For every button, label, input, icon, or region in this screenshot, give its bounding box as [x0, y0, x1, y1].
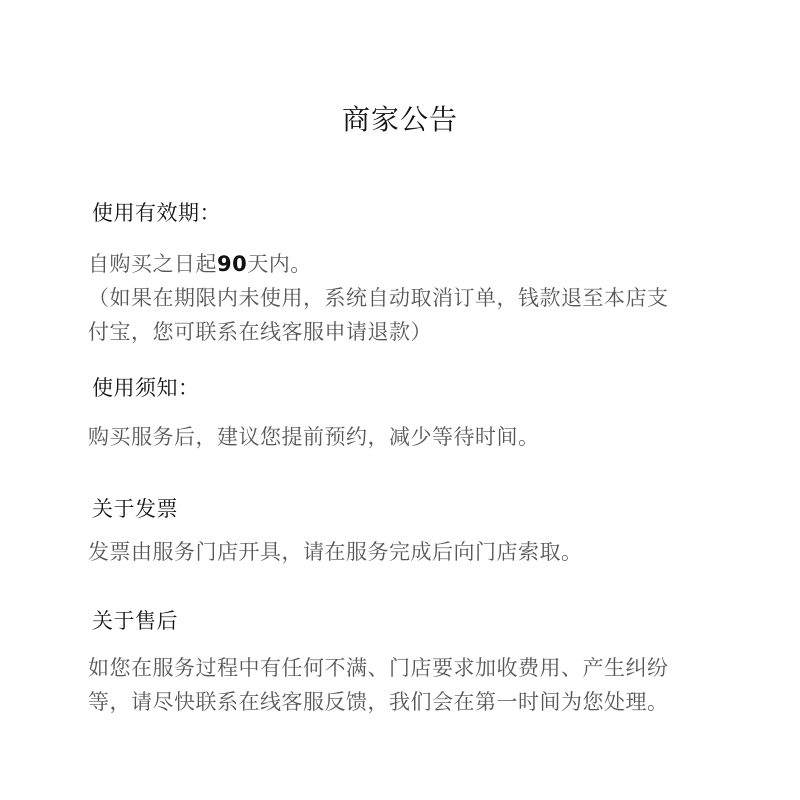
section-heading-invoice: 关于发票	[92, 497, 178, 521]
section-body-validity	[88, 247, 748, 349]
validity-text-after: 天内。	[247, 252, 312, 276]
validity-line-1	[88, 247, 748, 281]
validity-line-3: 付宝，您可联系在线客服申请退款）	[88, 320, 432, 344]
page-title: 商家公告	[341, 103, 458, 136]
section-body-invoice	[88, 535, 748, 569]
validity-line-2: （如果在期限内未使用，系统自动取消订单，钱款退至本店支	[88, 286, 669, 310]
section-body-after-sales	[88, 651, 748, 719]
invoice-line-1: 发票由服务门店开具，请在服务完成后向门店索取。	[88, 540, 583, 564]
after-sales-line-2: 等，请尽快联系在线客服反馈，我们会在第一时间为您处理。	[88, 690, 669, 714]
section-heading-usage: 使用须知：	[92, 376, 200, 400]
section-body-usage	[88, 420, 748, 454]
section-heading-validity: 使用有效期：	[92, 201, 221, 225]
usage-line-1: 购买服务后，建议您提前预约，减少等待时间。	[88, 425, 540, 449]
validity-text-before: 自购买之日起	[88, 252, 217, 276]
validity-days: 90	[217, 252, 248, 276]
section-heading-after-sales: 关于售后	[92, 609, 178, 633]
after-sales-line-1: 如您在服务过程中有任何不满、门店要求加收费用、产生纠纷	[88, 656, 669, 680]
